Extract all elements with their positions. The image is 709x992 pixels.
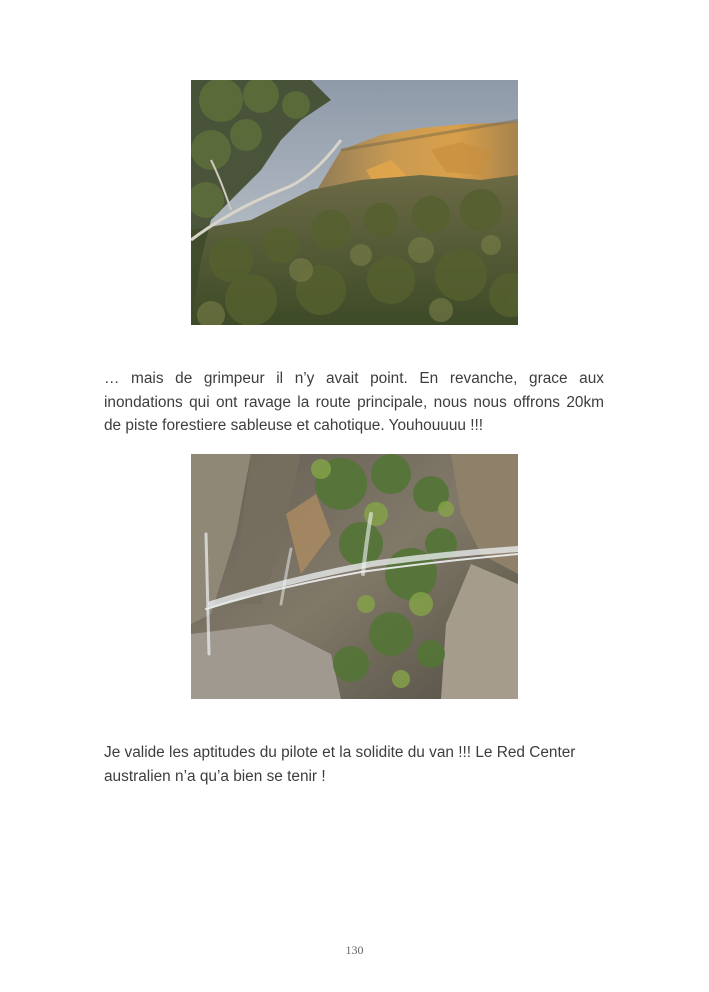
page-number: 130 <box>345 943 364 957</box>
paragraph-2: Je valide les aptitudes du pilote et la solidite du van !!! Le Red Center australien n’a qu’a bien se tenir ! <box>104 744 576 785</box>
photo-waterfall <box>191 454 518 699</box>
photo-forest-cliff <box>191 80 518 325</box>
paragraph-1: … mais de grimpeur il n’y avait point. En revanche, grace aux inondations qui ont ravage la route principale, nous nous offrons 20km de piste forestiere sableuse et cahotique. Youhouuuu !!! <box>104 370 604 434</box>
